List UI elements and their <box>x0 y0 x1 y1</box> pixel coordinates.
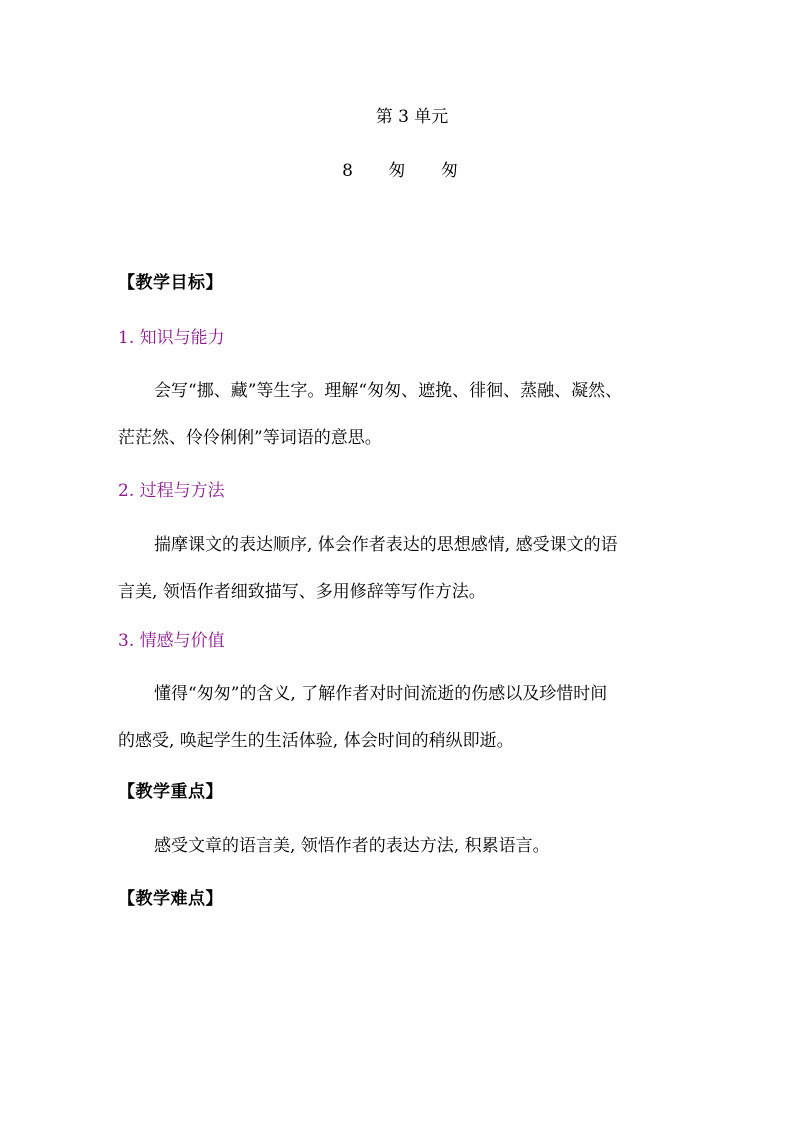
objective-3-line-1: 懂得“匆匆”的含义, 了解作者对时间流逝的伤感以及珍惜时间 <box>154 684 608 704</box>
lesson-number: 8 <box>342 161 353 181</box>
lesson-title-char-1: 匆 <box>388 161 406 181</box>
objective-3-text <box>118 681 678 754</box>
objective-1-title: 1. 知识与能力 <box>118 328 225 348</box>
objectives-heading: 【教学目标】 <box>118 273 223 293</box>
key-points-heading: 【教学重点】 <box>118 782 223 802</box>
objective-2-text <box>118 532 678 605</box>
objective-2-line-1: 揣摩课文的表达顺序, 体会作者表达的思想感情, 感受课文的语 <box>154 535 618 555</box>
difficulties-heading: 【教学难点】 <box>118 889 223 909</box>
objective-2-title: 2. 过程与方法 <box>118 481 225 501</box>
objective-1-text <box>118 378 678 451</box>
lesson-title-char-2: 匆 <box>440 161 458 181</box>
unit-title: 第 3 单元 <box>375 107 449 127</box>
key-points-line-1: 感受文章的语言美, 领悟作者的表达方法, 积累语言。 <box>154 836 550 856</box>
objective-3-line-2: 的感受, 唤起学生的生活体验, 体会时间的稍纵即逝。 <box>118 731 514 751</box>
objective-1-line-1: 会写“挪、藏”等生字。理解“匆匆、遮挽、徘徊、蒸融、凝然、 <box>154 381 623 401</box>
lesson-title <box>0 158 794 184</box>
objective-2-line-2: 言美, 领悟作者细致描写、多用修辞等写作方法。 <box>118 582 486 602</box>
objective-1-line-2: 茫茫然、伶伶俐俐”等词语的意思。 <box>118 428 382 448</box>
objective-3-title: 3. 情感与价值 <box>118 631 225 651</box>
key-points-text <box>118 833 678 859</box>
